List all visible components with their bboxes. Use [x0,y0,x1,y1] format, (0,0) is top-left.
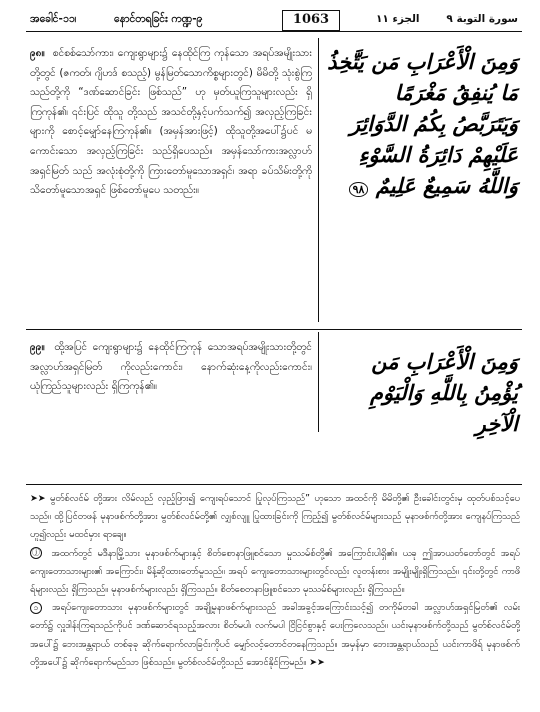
verse-number: ၉၉။ [30,341,45,353]
footnote-text: အရပ်ကျေးတောသား မုနာဖစ်က်များတွင် အချို့မုနာဖစ်က်များသည် အခါအခွင့်အကြောင်းသင့်၍ တကိုမ်တခါ အလ္လာဟ်အရှင်မြတ်၏ လမ်းတော်၌ လှူဒါန်းကြရသည်ကိုပင် ဒဏ်ဆောင်ရသည့်အလား စိတ်မပါ၊ လက်မပါ ငြိငြင်စွာနှင့် ပေးကြလေသည်။ ယင်းမုနာဖစ်က်တို့သည် မွတ်စ်လင်မ်တို့အပေါ်၌ ဘေးအန္တရာယ် တစ်ခုခု ဆိုက်ရောက်လာခြင်းကိုပင် မျှော်လင့်တောင်တနေကြသည်။ အမှန်မှာ ဘေးအန္တရာယ်သည် ယင်းကာဖိရ် မုနာဖစ်က်တို့အပေါ်၌ ဆိုက်ရောက်မည်သာ ဖြစ်သည်။ မွတ်စ်လင်မ်တို့သည် အောင်နိုင်ကြမည်။ [30,602,520,668]
page-header [26,10,522,32]
column-divider [318,38,319,322]
continuation-marker: ➤➤ [309,656,325,668]
verse-translation [30,44,312,201]
juz-label: الجزء ١١ [376,13,420,25]
section-divider [26,329,522,330]
verse-end-marker: ٩٨ [349,182,369,197]
footnotes [30,490,520,672]
translation-text: စင်စစ်သော်ကား၊ ကျေးရွာများ၌ နေထိုင်ကြ ကုန်သော အရပ်အမျိုးသားတို့တွင် (ဇကတ်၊ ဂျိဟဒ် စသည့်) မွန်မြတ်သောကိစ္စများတွင်) မိမိတို့ သုံးစွဲကြ သည်တို့ကို “ဒဏ်ဆောင်ခြင်း ဖြစ်သည်” ဟု မှတ်ယူကြသူများလည်း ရှိကြကုန်၏၊ ၎င်းပြင် ထိုသူ တို့သည် အသင်တို့နှင့်ပက်သက်၍ အလှည့်ကြခြင်း များကို စောင့်မျှော်နေကြကုန်၏။ (အမှန်အားဖြင့်) ထိုသူတို့အပေါ်၌ပင် မကောင်းသော အလှည့်ကြခြင်း သည်ရှိပေသည်။ အမှန်သော်ကားအလ္လာဟ်အရှင်မြတ် သည် အလုံးစုံတို့ကို ကြားတော်မူသောအရှင်၊ အရာ ခပ်သိမ်းတို့ကို သိတော်မူသောအရှင် ဖြစ်တော်မူပေ သတည်း။ [30,47,312,197]
section-label: အခေါင်-၁၁၊ [30,13,77,25]
continuation-marker: ➤➤ [30,493,46,504]
footnote-marker: ၁ [30,602,42,614]
verse-translation [30,338,312,397]
arabic-text: وَمِنَ الْأَعْرَابِ مَن يَتَّخِذُ مَا يُنفِقُ مَغْرَمًا وَيَتَرَبَّصُ بِكُمُ الدَّوَائِرَ عَلَيْهِمْ دَائِرَةُ السَّوْءِ وَاللَّهُ سَمِيعٌ عَلِيمٌ [327,49,518,198]
footnote-marker: ⓙ [32,548,40,558]
footnote-text: မွတ်စ်လင်မ် တို့အား လိမ်လည် လှည့်ဖြား၍ ကျေးရပ်သောင် ပြုလုပ်ကြသည်” ဟုသော အထင်ကို မိမိတို့၏ ဦးခေါင်းတွင်းမှ ထုတ်ပစ်သင့်ပေသည်။ ထို့ပြင်တဖန် မုနာဖစ်က်တို့အား မွတ်စ်လင်မ်တို့၏ လျှစ်လျူ ပြုထားခြင်းကို ကြည့်၍ မွတ်စ်လင်မ်များသည် မုနာဖစ်က်တို့အား ကျေနပ်ကြသည်ဟူ၍လည်း မထင်မှား ရာချေ။ [30,493,520,541]
footnote-paragraph [30,490,520,545]
chapter-label: နောင်တရခြင်း ကဏ္ဍ-၉ [114,13,203,25]
verse-block-98 [26,38,522,322]
column-divider [318,332,319,432]
surah-label: سورة التوبة ٩ [446,13,518,25]
arabic-verse [326,346,518,439]
verse-block-99 [26,332,522,436]
verse-number: ၉၈။ [30,47,45,59]
page-number: 1063 [282,10,340,31]
footnote-text: အထက်တွင် မဒီနာမြို့သား မုနာဖစ်က်များနှင့် စိတ်စောနာဖြူစင်သော မှုဿမ်စ်တို့၏ အကြောင်းပါရှိ၏။ ယခု ဤအာယတ်တော်တွင် အရပ်ကျေးတောသားများ၏ အကြောင်း၊ မိန့်ဆိုထားတော်မူသည်။ အရပ် ကျေးတောသားများတွင်လည်း လူတန်းစား အမျိုးမျိုးရှိကြသည်။ ၎င်းတို့တွင် ကာဖိရ်များလည်း ရှိကြသည်။ မုနာဖစ်က်များလည်း ရှိကြသည်။ စိတ်စေတနာဖြူစင်သော မုဿမ်စ်များလည်း ရှိကြသည်။ [30,547,520,596]
footnote-paragraph [30,545,520,600]
translation-text: ထို့အပြင် ကျေးရွာများ၌ နေထိုင်ကြကုန် သောအရပ်အမျိုးသားတို့တွင် အလ္လာဟ်အရှင်မြတ် ကိုလည်းကောင်း၊ နောက်ဆုံးနေ့ကိုလည်းကောင်း၊ ယုံကြည်သူများလည်း ရှိကြကုန်၏။ [30,341,312,393]
footnote-paragraph [30,599,520,672]
footnote-divider [26,484,522,485]
arabic-text: وَمِنَ الْأَعْرَابِ مَن يُؤْمِنُ بِاللَّهِ وَالْيَوْمِ الْآخِرِ [370,349,518,436]
arabic-verse [326,46,518,205]
